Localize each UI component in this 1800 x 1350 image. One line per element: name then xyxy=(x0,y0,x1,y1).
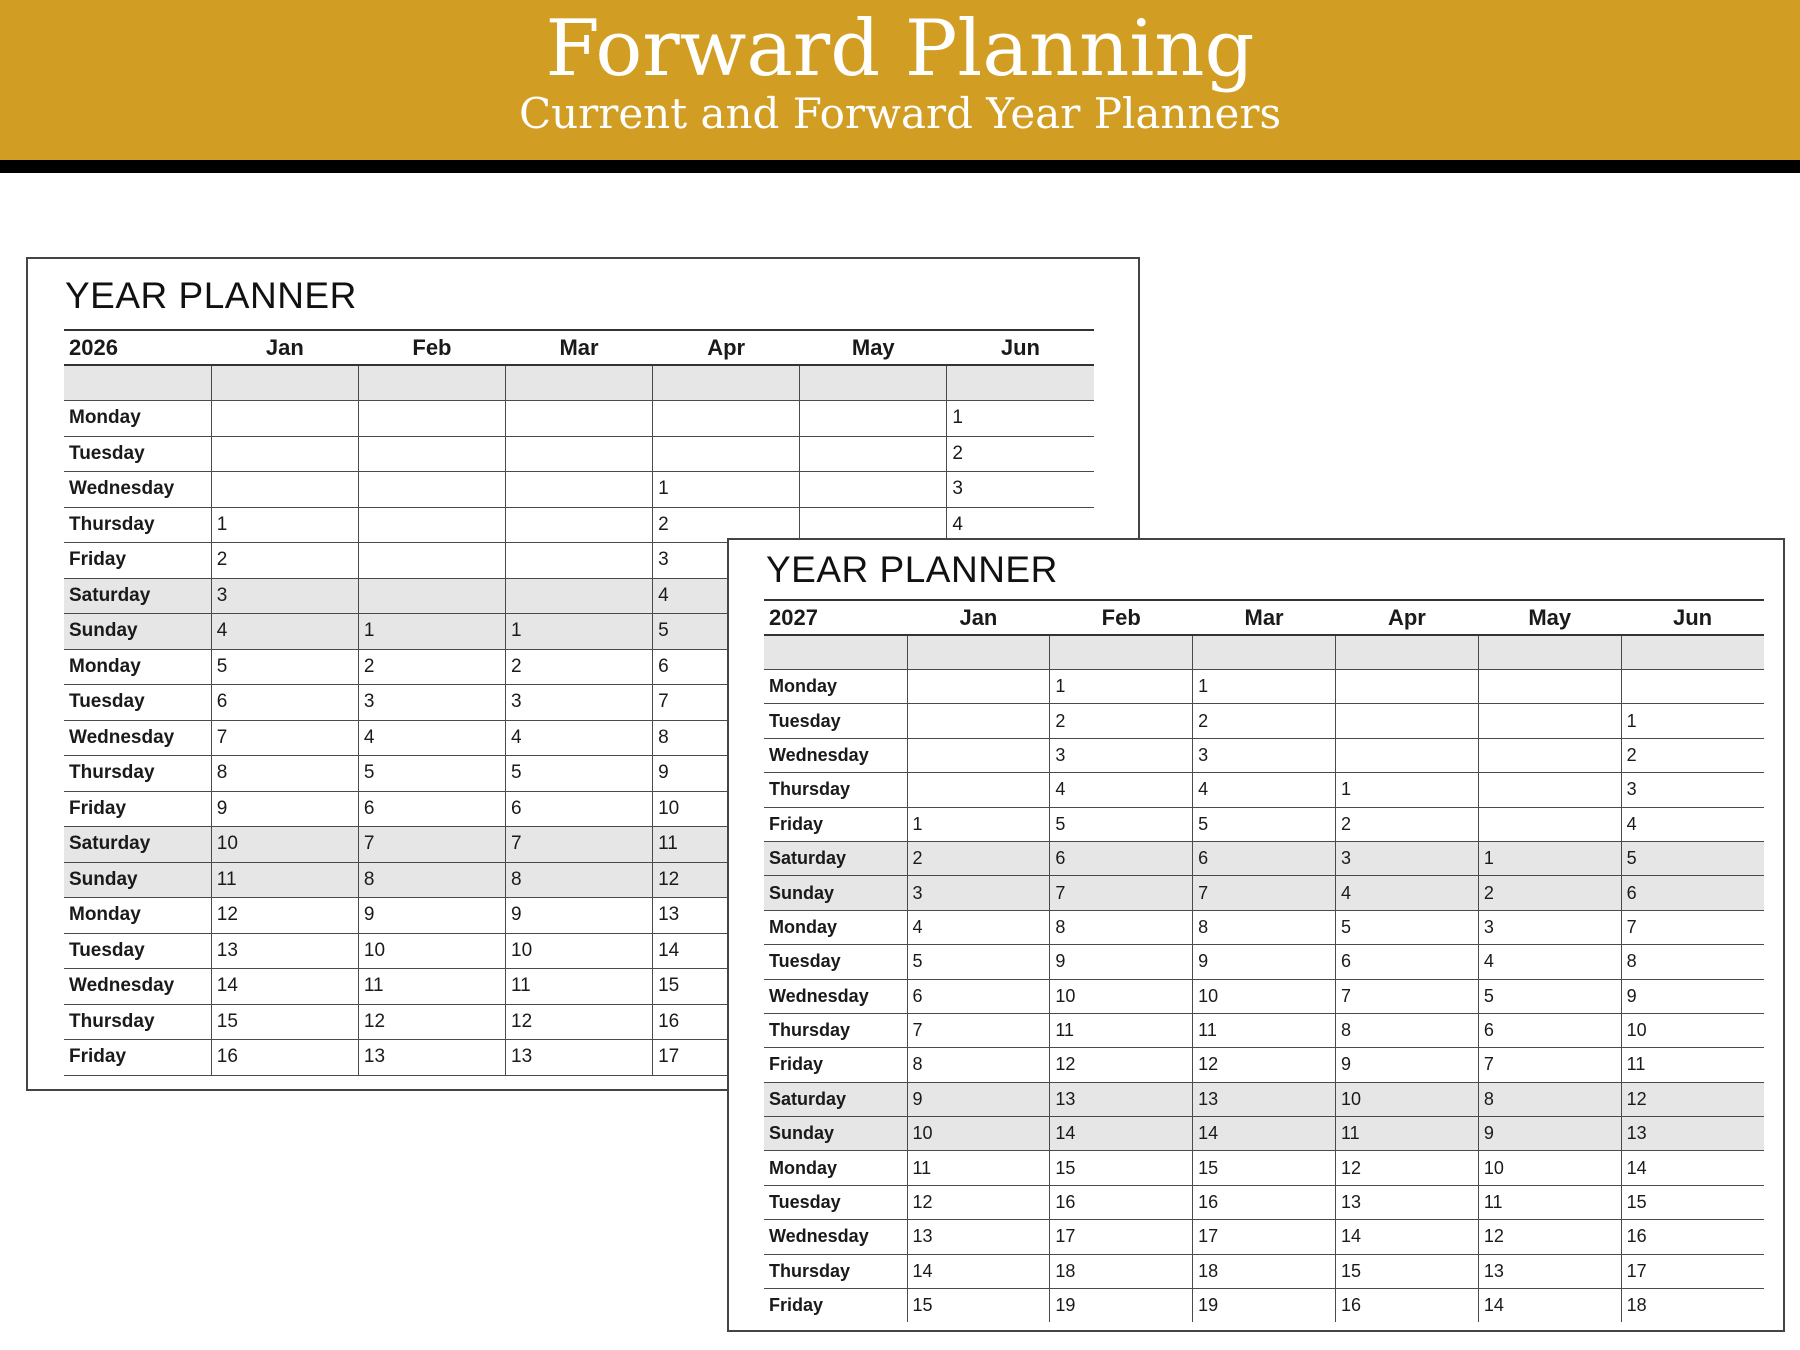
date-cell: 9 xyxy=(211,791,358,827)
date-cell: 1 xyxy=(1193,670,1336,704)
date-cell: 5 xyxy=(1050,807,1193,841)
date-cell: 11 xyxy=(1193,1013,1336,1047)
date-cell: 1 xyxy=(1621,704,1764,738)
table-row xyxy=(764,979,1764,1013)
date-cell: 12 xyxy=(211,898,358,934)
date-cell: 4 xyxy=(907,910,1050,944)
date-cell xyxy=(1478,670,1621,704)
date-cell: 5 xyxy=(506,756,653,792)
date-cell: 11 xyxy=(1335,1117,1478,1151)
date-cell: 11 xyxy=(907,1151,1050,1185)
notes-cell xyxy=(64,365,211,401)
table-row xyxy=(764,773,1764,807)
table-row xyxy=(764,670,1764,704)
date-cell: 2 xyxy=(907,841,1050,875)
date-cell: 3 xyxy=(358,685,505,721)
weekday-label: Tuesday xyxy=(764,945,907,979)
date-cell: 10 xyxy=(907,1117,1050,1151)
date-cell: 7 xyxy=(1050,876,1193,910)
date-cell: 5 xyxy=(358,756,505,792)
date-cell xyxy=(506,543,653,579)
table-row xyxy=(764,1117,1764,1151)
date-cell: 1 xyxy=(358,614,505,650)
date-cell: 11 xyxy=(1050,1013,1193,1047)
date-cell: 9 xyxy=(1335,1048,1478,1082)
date-cell xyxy=(1478,807,1621,841)
weekday-label: Saturday xyxy=(64,827,211,863)
weekday-label: Wednesday xyxy=(764,1220,907,1254)
date-cell xyxy=(358,578,505,614)
date-cell: 15 xyxy=(1335,1254,1478,1288)
notes-row xyxy=(764,635,1764,670)
year-label: 2027 xyxy=(764,600,907,635)
date-cell: 17 xyxy=(653,1040,800,1076)
date-cell: 9 xyxy=(1621,979,1764,1013)
weekday-label: Sunday xyxy=(764,876,907,910)
date-cell xyxy=(358,472,505,508)
date-cell: 16 xyxy=(1335,1289,1478,1323)
date-cell: 11 xyxy=(1621,1048,1764,1082)
month-header: Feb xyxy=(358,330,505,365)
table-row xyxy=(64,472,1094,508)
date-cell: 8 xyxy=(506,862,653,898)
date-cell: 3 xyxy=(1193,738,1336,772)
date-cell: 10 xyxy=(211,827,358,863)
date-cell: 6 xyxy=(358,791,505,827)
date-cell: 9 xyxy=(358,898,505,934)
table-row xyxy=(764,1151,1764,1185)
date-cell: 6 xyxy=(211,685,358,721)
notes-cell xyxy=(1050,635,1193,670)
date-cell xyxy=(506,401,653,437)
planner-title: YEAR PLANNER xyxy=(766,549,1058,590)
month-header: May xyxy=(800,330,947,365)
table-row xyxy=(764,1082,1764,1116)
date-cell xyxy=(800,401,947,437)
date-cell: 1 xyxy=(1335,773,1478,807)
month-header: Jun xyxy=(1621,600,1764,635)
date-cell: 8 xyxy=(211,756,358,792)
date-cell: 14 xyxy=(1050,1117,1193,1151)
weekday-label: Thursday xyxy=(64,756,211,792)
notes-cell xyxy=(1478,635,1621,670)
date-cell: 13 xyxy=(653,898,800,934)
date-cell: 11 xyxy=(506,969,653,1005)
date-cell: 19 xyxy=(1193,1289,1336,1323)
month-header: Feb xyxy=(1050,600,1193,635)
date-cell: 8 xyxy=(1193,910,1336,944)
table-row xyxy=(764,1254,1764,1288)
weekday-label: Friday xyxy=(64,543,211,579)
date-cell: 1 xyxy=(506,614,653,650)
date-cell: 8 xyxy=(653,720,800,756)
date-cell xyxy=(358,507,505,543)
month-header: Jun xyxy=(947,330,1094,365)
date-cell: 19 xyxy=(1050,1289,1193,1323)
month-header: Jan xyxy=(211,330,358,365)
date-cell: 8 xyxy=(358,862,505,898)
date-cell: 9 xyxy=(506,898,653,934)
notes-row xyxy=(64,365,1094,401)
date-cell: 7 xyxy=(907,1013,1050,1047)
weekday-label: Thursday xyxy=(64,507,211,543)
date-cell: 10 xyxy=(1335,1082,1478,1116)
date-cell: 10 xyxy=(653,791,800,827)
date-cell: 8 xyxy=(1478,1082,1621,1116)
date-cell: 7 xyxy=(211,720,358,756)
notes-cell xyxy=(653,365,800,401)
date-cell: 7 xyxy=(506,827,653,863)
date-cell: 5 xyxy=(907,945,1050,979)
weekday-label: Wednesday xyxy=(764,738,907,772)
date-cell: 13 xyxy=(907,1220,1050,1254)
weekday-label: Sunday xyxy=(64,614,211,650)
weekday-label: Monday xyxy=(64,649,211,685)
notes-cell xyxy=(764,635,907,670)
date-cell: 1 xyxy=(947,401,1094,437)
date-cell: 1 xyxy=(1050,670,1193,704)
month-header: Apr xyxy=(653,330,800,365)
notes-cell xyxy=(1621,635,1764,670)
date-cell: 7 xyxy=(358,827,505,863)
weekday-label: Saturday xyxy=(764,841,907,875)
date-cell: 17 xyxy=(1621,1254,1764,1288)
notes-cell xyxy=(1335,635,1478,670)
date-cell: 4 xyxy=(1050,773,1193,807)
weekday-label: Tuesday xyxy=(764,1185,907,1219)
date-cell: 2 xyxy=(1335,807,1478,841)
date-cell: 4 xyxy=(358,720,505,756)
date-cell: 14 xyxy=(1478,1289,1621,1323)
date-cell: 13 xyxy=(506,1040,653,1076)
date-cell: 3 xyxy=(506,685,653,721)
weekday-label: Thursday xyxy=(764,1254,907,1288)
date-cell: 6 xyxy=(1621,876,1764,910)
date-cell: 14 xyxy=(1621,1151,1764,1185)
date-cell: 6 xyxy=(1193,841,1336,875)
date-cell xyxy=(653,436,800,472)
date-cell: 2 xyxy=(1050,704,1193,738)
date-cell: 12 xyxy=(1478,1220,1621,1254)
weekday-label: Saturday xyxy=(64,578,211,614)
date-cell: 6 xyxy=(1335,945,1478,979)
date-cell: 9 xyxy=(653,756,800,792)
table-row xyxy=(764,704,1764,738)
table-row xyxy=(64,401,1094,437)
date-cell: 10 xyxy=(358,933,505,969)
date-cell: 16 xyxy=(1621,1220,1764,1254)
date-cell xyxy=(907,704,1050,738)
date-cell xyxy=(1478,738,1621,772)
notes-cell xyxy=(506,365,653,401)
date-cell: 1 xyxy=(1478,841,1621,875)
date-cell: 4 xyxy=(211,614,358,650)
weekday-label: Tuesday xyxy=(64,933,211,969)
weekday-label: Friday xyxy=(64,791,211,827)
date-cell: 15 xyxy=(1050,1151,1193,1185)
date-cell: 14 xyxy=(1193,1117,1336,1151)
weekday-label: Monday xyxy=(64,401,211,437)
table-row xyxy=(764,945,1764,979)
date-cell xyxy=(907,773,1050,807)
month-header: Mar xyxy=(506,330,653,365)
month-header: Jan xyxy=(907,600,1050,635)
date-cell xyxy=(358,436,505,472)
weekday-label: Monday xyxy=(764,910,907,944)
date-cell: 14 xyxy=(1335,1220,1478,1254)
date-cell xyxy=(506,507,653,543)
date-cell: 17 xyxy=(1193,1220,1336,1254)
date-cell: 4 xyxy=(506,720,653,756)
banner-title: Forward Planning xyxy=(545,4,1255,94)
date-cell: 9 xyxy=(1193,945,1336,979)
weekday-label: Sunday xyxy=(64,862,211,898)
date-cell xyxy=(506,436,653,472)
date-cell: 6 xyxy=(653,649,800,685)
date-cell: 5 xyxy=(211,649,358,685)
date-cell xyxy=(1335,704,1478,738)
weekday-label: Wednesday xyxy=(64,720,211,756)
weekday-label: Tuesday xyxy=(764,704,907,738)
date-cell: 3 xyxy=(1050,738,1193,772)
date-cell: 1 xyxy=(907,807,1050,841)
date-cell: 12 xyxy=(653,862,800,898)
date-cell: 12 xyxy=(1335,1151,1478,1185)
weekday-label: Friday xyxy=(764,807,907,841)
date-cell: 13 xyxy=(1193,1082,1336,1116)
date-cell: 13 xyxy=(358,1040,505,1076)
date-cell: 11 xyxy=(653,827,800,863)
weekday-label: Monday xyxy=(764,1151,907,1185)
date-cell: 11 xyxy=(211,862,358,898)
date-cell: 11 xyxy=(1478,1185,1621,1219)
month-header: May xyxy=(1478,600,1621,635)
weekday-label: Tuesday xyxy=(64,436,211,472)
date-cell: 3 xyxy=(653,543,800,579)
date-cell: 8 xyxy=(1050,910,1193,944)
date-cell: 3 xyxy=(907,876,1050,910)
date-cell xyxy=(358,401,505,437)
notes-cell xyxy=(1193,635,1336,670)
date-cell: 2 xyxy=(1478,876,1621,910)
table-row xyxy=(764,1013,1764,1047)
date-cell: 7 xyxy=(1478,1048,1621,1082)
date-cell: 9 xyxy=(907,1082,1050,1116)
table-row xyxy=(764,738,1764,772)
weekday-label: Thursday xyxy=(764,773,907,807)
date-cell: 11 xyxy=(358,969,505,1005)
year-label: 2026 xyxy=(64,330,211,365)
date-cell xyxy=(800,436,947,472)
date-cell: 18 xyxy=(1050,1254,1193,1288)
date-cell: 7 xyxy=(653,685,800,721)
date-cell xyxy=(907,738,1050,772)
table-row xyxy=(764,1185,1764,1219)
date-cell: 10 xyxy=(1621,1013,1764,1047)
date-cell: 10 xyxy=(506,933,653,969)
date-cell: 2 xyxy=(506,649,653,685)
date-cell: 2 xyxy=(211,543,358,579)
date-cell: 16 xyxy=(1050,1185,1193,1219)
weekday-label: Tuesday xyxy=(64,685,211,721)
header-banner xyxy=(0,0,1800,173)
date-cell: 8 xyxy=(1621,945,1764,979)
date-cell: 16 xyxy=(1193,1185,1336,1219)
table-row xyxy=(764,876,1764,910)
date-cell: 5 xyxy=(1335,910,1478,944)
date-cell xyxy=(211,401,358,437)
date-cell: 3 xyxy=(1621,773,1764,807)
date-cell: 6 xyxy=(1050,841,1193,875)
date-cell: 5 xyxy=(1193,807,1336,841)
date-cell: 16 xyxy=(211,1040,358,1076)
table-row xyxy=(764,841,1764,875)
planner-table xyxy=(764,599,1764,1322)
date-cell: 4 xyxy=(1335,876,1478,910)
date-cell: 15 xyxy=(1621,1185,1764,1219)
date-cell: 13 xyxy=(1335,1185,1478,1219)
date-cell: 2 xyxy=(1621,738,1764,772)
date-cell: 10 xyxy=(1193,979,1336,1013)
date-cell: 17 xyxy=(1050,1220,1193,1254)
date-cell xyxy=(1335,738,1478,772)
weekday-label: Sunday xyxy=(764,1117,907,1151)
date-cell xyxy=(211,436,358,472)
date-cell: 8 xyxy=(907,1048,1050,1082)
date-cell: 7 xyxy=(1193,876,1336,910)
date-cell: 14 xyxy=(907,1254,1050,1288)
date-cell: 6 xyxy=(1478,1013,1621,1047)
date-cell: 5 xyxy=(1478,979,1621,1013)
date-cell: 4 xyxy=(653,578,800,614)
weekday-label: Thursday xyxy=(764,1013,907,1047)
weekday-label: Wednesday xyxy=(64,969,211,1005)
notes-cell xyxy=(947,365,1094,401)
date-cell: 13 xyxy=(1621,1117,1764,1151)
date-cell: 3 xyxy=(211,578,358,614)
weekday-label: Friday xyxy=(64,1040,211,1076)
date-cell xyxy=(907,670,1050,704)
date-cell xyxy=(506,578,653,614)
date-cell: 12 xyxy=(506,1004,653,1040)
date-cell: 9 xyxy=(1050,945,1193,979)
date-cell: 12 xyxy=(1193,1048,1336,1082)
banner-subtitle: Current and Forward Year Planners xyxy=(518,89,1282,138)
table-row xyxy=(764,1220,1764,1254)
date-cell xyxy=(653,401,800,437)
date-cell: 13 xyxy=(211,933,358,969)
weekday-label: Monday xyxy=(764,670,907,704)
date-cell: 1 xyxy=(653,472,800,508)
date-cell xyxy=(1621,670,1764,704)
date-cell: 8 xyxy=(1335,1013,1478,1047)
notes-cell xyxy=(800,365,947,401)
date-cell: 4 xyxy=(1478,945,1621,979)
weekday-label: Thursday xyxy=(64,1004,211,1040)
date-cell: 2 xyxy=(653,507,800,543)
notes-cell xyxy=(211,365,358,401)
date-cell: 2 xyxy=(947,436,1094,472)
date-cell xyxy=(1335,670,1478,704)
date-cell: 15 xyxy=(1193,1151,1336,1185)
weekday-label: Saturday xyxy=(764,1082,907,1116)
date-cell: 3 xyxy=(1335,841,1478,875)
date-cell: 10 xyxy=(1050,979,1193,1013)
date-cell: 4 xyxy=(1621,807,1764,841)
date-cell: 5 xyxy=(653,614,800,650)
notes-cell xyxy=(907,635,1050,670)
date-cell: 13 xyxy=(1050,1082,1193,1116)
month-header: Apr xyxy=(1335,600,1478,635)
year-planner-2027 xyxy=(727,538,1785,1332)
weekday-label: Friday xyxy=(769,1295,824,1316)
month-header: Mar xyxy=(1193,600,1336,635)
date-cell: 5 xyxy=(1621,841,1764,875)
date-cell: 3 xyxy=(947,472,1094,508)
date-cell: 12 xyxy=(358,1004,505,1040)
date-cell: 3 xyxy=(1478,910,1621,944)
weekday-label: Friday xyxy=(764,1048,907,1082)
date-cell: 10 xyxy=(1478,1151,1621,1185)
month-header-row xyxy=(764,600,1764,635)
weekday-label: Wednesday xyxy=(764,979,907,1013)
table-row xyxy=(764,1048,1764,1082)
date-cell: 16 xyxy=(653,1004,800,1040)
date-cell xyxy=(506,472,653,508)
date-cell xyxy=(358,543,505,579)
weekday-label: Wednesday xyxy=(64,472,211,508)
date-cell: 2 xyxy=(1193,704,1336,738)
date-cell: 13 xyxy=(1478,1254,1621,1288)
date-cell: 15 xyxy=(211,1004,358,1040)
date-cell xyxy=(1478,773,1621,807)
date-cell: 18 xyxy=(1193,1254,1336,1288)
date-cell xyxy=(800,472,947,508)
date-cell: 7 xyxy=(1621,910,1764,944)
month-header-row xyxy=(64,330,1094,365)
date-cell: 6 xyxy=(907,979,1050,1013)
planner-title: YEAR PLANNER xyxy=(65,275,357,316)
date-cell: 15 xyxy=(653,969,800,1005)
date-cell: 7 xyxy=(1335,979,1478,1013)
date-cell: 4 xyxy=(947,507,1094,543)
date-cell: 2 xyxy=(358,649,505,685)
date-cell: 12 xyxy=(1050,1048,1193,1082)
table-row xyxy=(64,436,1094,472)
date-cell: 15 xyxy=(907,1289,1050,1323)
weekday-label: Monday xyxy=(64,898,211,934)
date-cell: 12 xyxy=(907,1185,1050,1219)
table-row xyxy=(764,807,1764,841)
date-cell: 6 xyxy=(506,791,653,827)
date-cell: 14 xyxy=(211,969,358,1005)
date-cell: 4 xyxy=(1193,773,1336,807)
table-row xyxy=(764,910,1764,944)
date-cell xyxy=(211,472,358,508)
notes-cell xyxy=(358,365,505,401)
date-cell: 18 xyxy=(1621,1289,1764,1323)
date-cell xyxy=(1478,704,1621,738)
table-row xyxy=(764,1289,1764,1323)
date-cell: 1 xyxy=(211,507,358,543)
date-cell: 9 xyxy=(1478,1117,1621,1151)
date-cell: 12 xyxy=(1621,1082,1764,1116)
date-cell: 14 xyxy=(653,933,800,969)
